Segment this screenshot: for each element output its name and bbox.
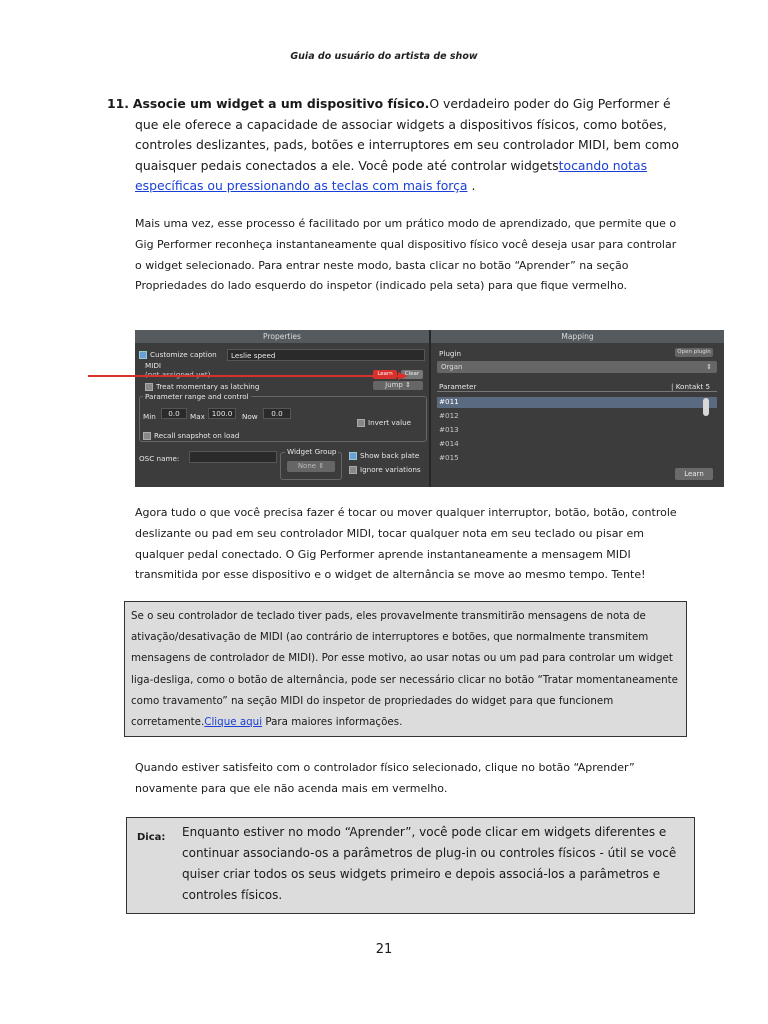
learn-button[interactable]: Learn — [675, 468, 713, 480]
customize-caption-row[interactable] — [139, 350, 217, 359]
checkbox-checked-icon — [139, 351, 147, 359]
stepper-icon: ⇕ — [405, 381, 411, 389]
invert-value-label: Invert value — [368, 418, 412, 427]
checkbox-unchecked-icon — [145, 383, 153, 391]
checkbox-unchecked-icon — [349, 466, 357, 474]
click-here-link[interactable]: Clique aqui — [204, 716, 263, 729]
caption-field[interactable] — [227, 349, 425, 361]
notes-velocity-link[interactable]: tocando notas específicas ou pressionando as teclas com mais força — [135, 157, 648, 194]
ignore-variations-label: Ignore variations — [360, 465, 421, 474]
param-range-label: Parameter range and control — [145, 392, 249, 401]
kontakt-label: | Kontakt 5 — [671, 382, 711, 391]
widget-group-select[interactable] — [287, 461, 335, 472]
invert-value-row[interactable] — [357, 418, 411, 427]
panel-divider — [429, 330, 431, 487]
step-tail: . — [467, 178, 476, 194]
max-field[interactable] — [208, 408, 236, 419]
checkbox-checked-icon — [349, 452, 357, 460]
parameter-item[interactable]: #013 — [439, 425, 459, 434]
midi-label: MIDI — [145, 361, 161, 370]
parameter-item[interactable]: #012 — [439, 411, 459, 420]
plugin-label: Plugin — [439, 349, 462, 358]
osc-name-field[interactable] — [189, 451, 277, 463]
osc-name-label: OSC name: — [139, 454, 180, 463]
tip-box — [126, 817, 695, 914]
open-plugin-button[interactable]: Open plugin — [675, 348, 713, 357]
note-tail: Para maiores informações. — [262, 716, 403, 729]
step-11 — [107, 94, 687, 197]
stepper-icon: ⇕ — [318, 462, 325, 470]
parameter-divider — [437, 391, 717, 392]
parameter-scrollbar[interactable] — [703, 398, 709, 416]
min-label: Min — [143, 412, 156, 421]
mapping-title: Mapping — [431, 330, 724, 343]
min-value: 0.0 — [168, 409, 180, 418]
customize-caption-label: Customize caption — [150, 350, 217, 359]
paragraph-instructions: Agora tudo o que você precisa fazer é tocar ou mover qualquer interruptor, botão, botão, controle deslizante ou pad em seu controlador MIDI, tocar qualquer nota em seu teclado ou pisar em qualquer pedal conectado. O Gig Performer aprende instantaneamente a mensagem MIDI transmitida por esse dispositivo e o widget de alternância se move ao mesmo tempo. Tente! — [135, 506, 677, 582]
parameter-label: Parameter — [439, 382, 477, 391]
checkbox-unchecked-icon — [143, 432, 151, 440]
caption-value: Leslie speed — [231, 351, 276, 360]
min-field[interactable] — [161, 408, 187, 419]
now-label: Now — [242, 412, 258, 421]
jump-value: Jump — [385, 381, 403, 389]
show-back-plate-row[interactable] — [349, 451, 419, 460]
step-text: O verdadeiro poder do Gig Performer é que ele oferece a capacidade de associar widgets a dispositivos físicos, como botões, controles deslizantes, pads, botões e interruptores em seu controlador MIDI, bem como quaisquer pedais conectados a ele. Você pode até controlar widgets — [135, 96, 679, 173]
recall-snapshot-label: Recall snapshot on load — [154, 431, 240, 440]
tip-label: Dica: — [137, 832, 166, 843]
parameter-item[interactable]: #015 — [439, 453, 459, 462]
widget-group-label: Widget Group — [287, 447, 337, 456]
step-title: Associe um widget a um dispositivo físico. — [132, 96, 430, 111]
not-assigned-label: (not assigned yet) — [145, 370, 211, 379]
properties-title: Properties — [135, 330, 429, 343]
now-field[interactable] — [263, 408, 291, 419]
parameter-item[interactable]: #011 — [439, 397, 459, 406]
widget-group-value: None — [297, 462, 317, 470]
note-text: Se o seu controlador de teclado tiver pads, eles provavelmente transmitirão mensagens de nota de ativação/desativação de MIDI (ao contrário de interruptores e botões, que normalmente transmitem mensagens de controlador de MIDI). Por esse motivo, ao usar notas ou um pad para controlar um widget liga-desliga, como o botão de alternância, pode ser necessário clicar no botão “Tratar momentaneamente como travamento” na seção MIDI do inspetor de propriedades do widget para que funcionem corretamente. — [131, 610, 678, 729]
ignore-variations-row[interactable] — [349, 465, 421, 474]
now-value: 0.0 — [271, 409, 283, 418]
max-value: 100.0 — [211, 409, 233, 418]
page-header: Guia do usuário do artista de show — [290, 51, 478, 62]
checkbox-unchecked-icon — [357, 419, 365, 427]
recall-snapshot-row[interactable] — [143, 431, 239, 440]
max-label: Max — [190, 412, 205, 421]
arrow-pointer-icon — [88, 372, 408, 380]
plugin-select[interactable] — [437, 361, 717, 373]
parameter-selected-row — [437, 397, 717, 408]
treat-momentary-row[interactable] — [145, 382, 259, 391]
show-back-plate-label: Show back plate — [360, 451, 420, 460]
step-number: 11. — [107, 96, 129, 111]
paragraph-learn-mode: Mais uma vez, esse processo é facilitado por um prático modo de aprendizado, que permite que o Gig Performer reconheça instantaneamente qual dispositivo físico você deseja usar para controlar o widget selecionado. Para entrar neste modo, basta clicar no botão “Aprender” na seção Propriedades do lado esquerdo do inspetor (indicado pela seta) para que fique vermelho. — [135, 217, 677, 293]
parameter-item[interactable]: #014 — [439, 439, 459, 448]
stepper-icon: ⇕ — [706, 363, 712, 371]
paragraph-finish: Quando estiver satisfeito com o controlador físico selecionado, clique no botão “Aprender” novamente para que ele não acenda mais em vermelho. — [135, 761, 635, 795]
clear-button[interactable]: Clear — [401, 370, 423, 379]
note-box — [124, 601, 687, 737]
learn-small-button[interactable]: Learn — [373, 370, 397, 379]
page-number: 21 — [375, 942, 393, 957]
inspector-screenshot — [135, 330, 724, 487]
tip-text: Enquanto estiver no modo “Aprender”, você pode clicar em widgets diferentes e continuar associando-os a parâmetros de plug-in ou controles físicos - útil se você quiser criar todos os seus widgets primeiro e depois associá-los a parâmetros e controles físicos. — [182, 825, 677, 902]
plugin-value: Organ — [441, 363, 463, 371]
treat-momentary-label: Treat momentary as latching — [156, 382, 260, 391]
jump-select[interactable] — [373, 381, 423, 390]
